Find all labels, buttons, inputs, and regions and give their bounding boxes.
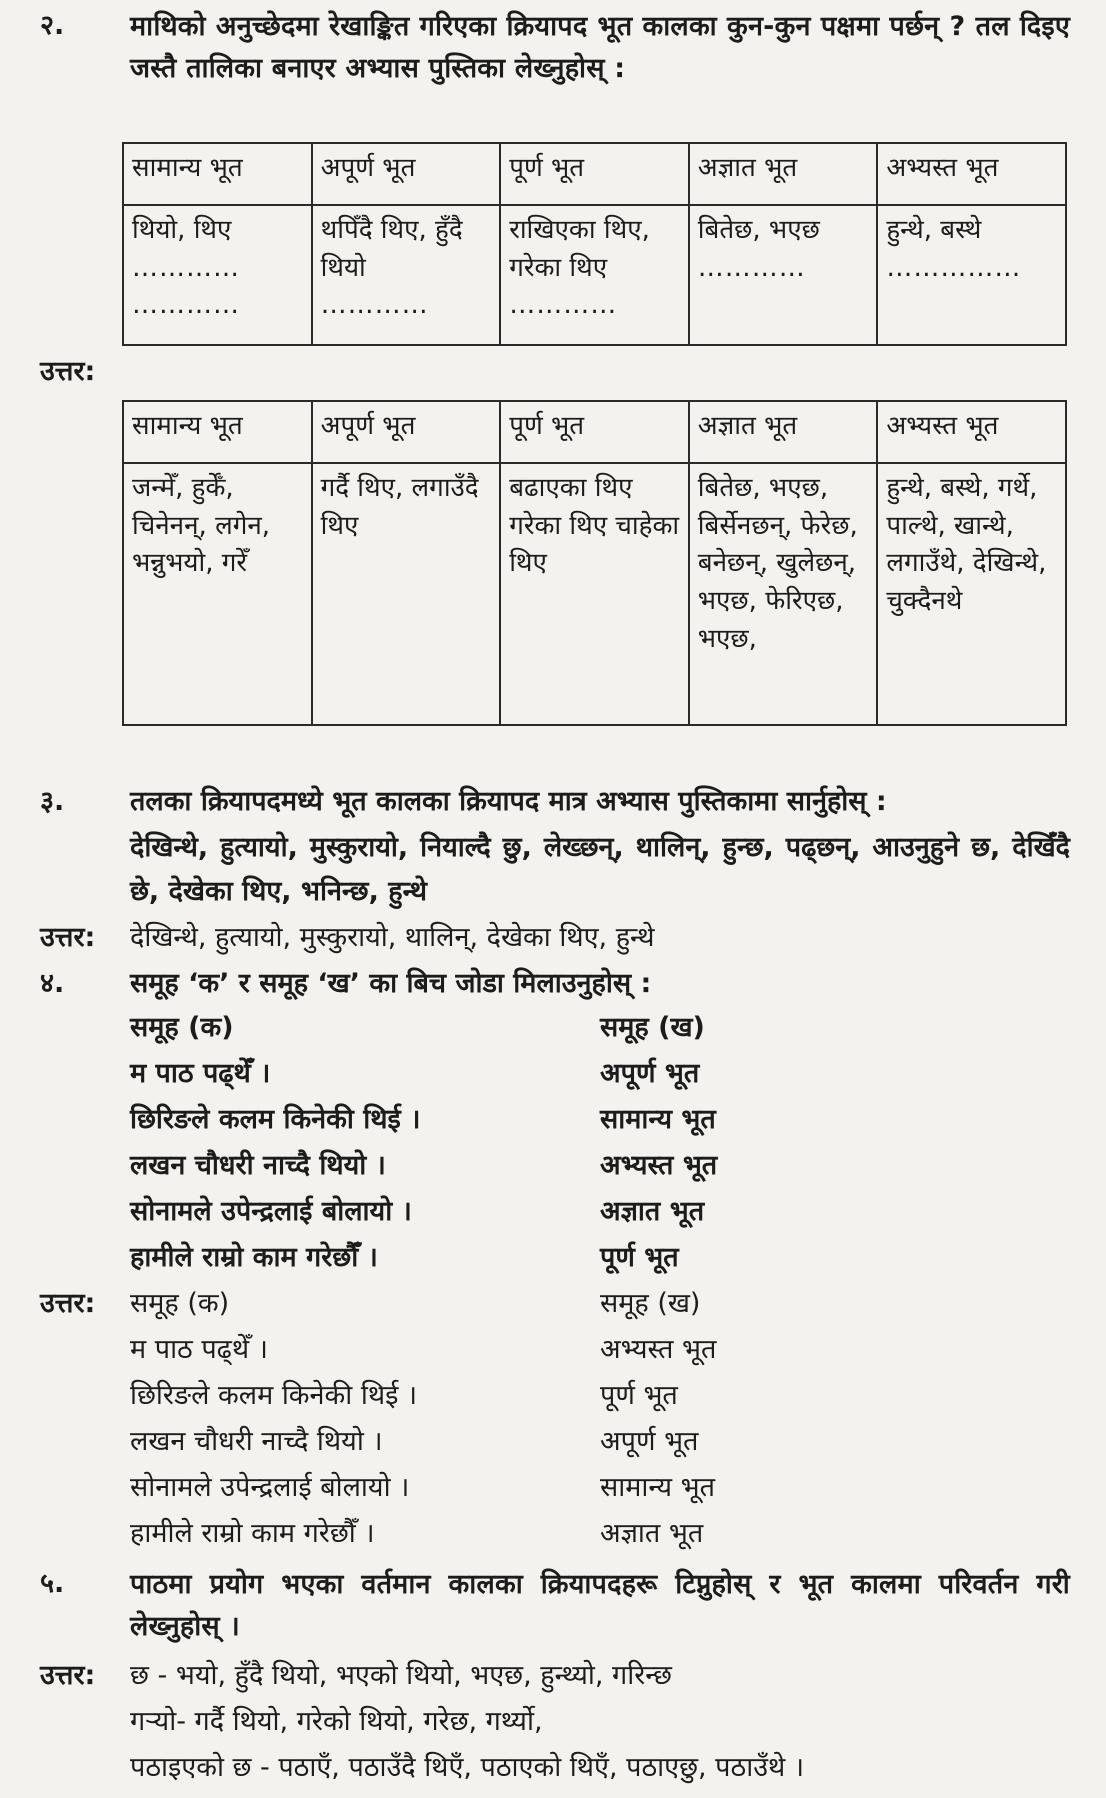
table-header-row bbox=[123, 143, 1066, 205]
table-cell: गर्दै थिए, लगाउँदै थिए bbox=[312, 463, 501, 725]
group-b-item: अज्ञात भूत bbox=[600, 1518, 704, 1549]
table-cell: हुन्थे, बस्थे, गर्थे, पाल्थे, खान्थे, लगाउँथे, देखिन्थे, चुक्दैनथे bbox=[877, 463, 1066, 725]
table-cell: बितेछ, भएछ, बिर्सेनछन्, फेरेछ, बनेछन्, खुलेछन्, भएछ, फेरिएछ, भएछ, bbox=[689, 463, 878, 725]
header-cell: अभ्यस्त भूत bbox=[877, 143, 1066, 205]
group-a-item: छिरिङले कलम किनेकी थिई । bbox=[130, 1104, 421, 1135]
answer-pair bbox=[130, 1422, 1030, 1468]
answer-pair bbox=[130, 1468, 1030, 1514]
group-a-item: सोनामले उपेन्द्रलाई बोलायो । bbox=[130, 1196, 412, 1227]
group-b-item: अपूर्ण भूत bbox=[600, 1426, 699, 1457]
table-cell bbox=[500, 205, 689, 345]
group-a-header: समूह (क) bbox=[130, 1012, 234, 1043]
blank-dots: ………… bbox=[509, 290, 618, 321]
q3-answer: देखिन्थे, हुत्यायो, मुस्कुरायो, थालिन्, देखेका थिए, हुन्थे bbox=[130, 922, 655, 953]
group-a-item: लखन चौधरी नाच्दै थियो । bbox=[130, 1426, 383, 1457]
group-b-item: पूर्ण भूत bbox=[600, 1380, 678, 1411]
q4-number: ४. bbox=[40, 968, 65, 999]
header-cell: पूर्ण भूत bbox=[500, 401, 689, 463]
table-cell bbox=[312, 205, 501, 345]
blank-dots: …………… bbox=[886, 252, 1022, 283]
blank-dots: ………… bbox=[320, 290, 429, 321]
q5-number: ५. bbox=[40, 1568, 65, 1599]
table-row bbox=[123, 205, 1066, 345]
table-cell bbox=[123, 205, 312, 345]
q4-answer-header bbox=[130, 1284, 1030, 1330]
q2-question: माथिको अनुच्छेदमा रेखाङ्कित गरिएका क्रियापद भूत कालका कुन-कुन पक्षमा पर्छन् ? तल दिइए जस्तै तालिका बनाएर अभ्यास पुस्तिका लेख्नुहोस् : bbox=[130, 11, 1070, 84]
q2-answer-table bbox=[122, 400, 1067, 726]
table-cell bbox=[689, 205, 878, 345]
group-b-item: सामान्य भूत bbox=[600, 1104, 716, 1135]
q3-question: तलका क्रियापदमध्ये भूत कालका क्रियापद मात्र अभ्यास पुस्तिकामा सार्नुहोस् : bbox=[130, 786, 887, 817]
table-header-row bbox=[123, 401, 1066, 463]
match-pair bbox=[130, 1054, 1030, 1100]
match-pair bbox=[130, 1146, 1030, 1192]
group-a-item: लखन चौधरी नाच्दै थियो । bbox=[130, 1150, 386, 1181]
match-pair bbox=[130, 1100, 1030, 1146]
blank-dots: ………… bbox=[132, 252, 240, 283]
q3-word-list: देखिन्थे, हुत्यायो, मुस्कुरायो, नियाल्दै छु, लेख्छन्, थालिन्, हुन्छ, पढ्छन्, आउनुहुने छ, देखिँदै छे, देखेका थिए, भनिन्छ, हुन्थे bbox=[130, 832, 1070, 907]
match-pair bbox=[130, 1192, 1030, 1238]
answer-pair bbox=[130, 1514, 1030, 1560]
header-cell: अपूर्ण भूत bbox=[312, 401, 501, 463]
group-a-item: हामीले राम्रो काम गरेछौँ । bbox=[130, 1518, 375, 1549]
group-b-item: सामान्य भूत bbox=[600, 1472, 715, 1503]
q2-answer-label: उत्तर: bbox=[40, 356, 96, 387]
cell-text: हुन्थे, बस्थे bbox=[886, 215, 982, 245]
header-cell: सामान्य भूत bbox=[123, 401, 312, 463]
group-b-header: समूह (ख) bbox=[600, 1012, 705, 1043]
q4-group-header bbox=[130, 1008, 1030, 1054]
header-cell: सामान्य भूत bbox=[123, 143, 312, 205]
header-cell: पूर्ण भूत bbox=[500, 143, 689, 205]
group-b-item: अपूर्ण भूत bbox=[600, 1058, 700, 1089]
q2-number: २. bbox=[40, 10, 65, 41]
cell-text: बितेछ, भएछ bbox=[697, 215, 820, 245]
group-a-item: सोनामले उपेन्द्रलाई बोलायो । bbox=[130, 1472, 410, 1503]
q4-question: समूह ‘क’ र समूह ‘ख’ का बिच जोडा मिलाउनुहोस् : bbox=[130, 968, 652, 999]
cell-text: थपिँदै थिए, हुँदै थियो bbox=[320, 215, 463, 283]
answer-pair bbox=[130, 1330, 1030, 1376]
q5-answer-line: छ - भयो, हुँदै थियो, भएको थियो, भएछ, हुन्थ्यो, गरिन्छ bbox=[130, 1660, 672, 1691]
q5-question: पाठमा प्रयोग भएका वर्तमान कालका क्रियापदहरू टिप्नुहोस् र भूत कालमा परिवर्तन गरी लेख्नुहोस् । bbox=[130, 1569, 1070, 1642]
table-cell: बढाएका थिए गरेका थिए चाहेका थिए bbox=[500, 463, 689, 725]
q4-answer-label: उत्तर: bbox=[40, 1288, 96, 1319]
group-a-item: छिरिङले कलम किनेकी थिई । bbox=[130, 1380, 418, 1411]
group-b-item: पूर्ण भूत bbox=[600, 1242, 679, 1273]
q3-number: ३. bbox=[40, 786, 65, 817]
q3-answer-label: उत्तर: bbox=[40, 922, 96, 953]
q2-example-table bbox=[122, 142, 1067, 346]
q5-answer-label: उत्तर: bbox=[40, 1660, 96, 1691]
table-cell bbox=[877, 205, 1066, 345]
cell-text: राखिएका थिए, गरेका थिए bbox=[509, 215, 650, 283]
table-cell: जन्मेँ, हुर्केँ, चिनेनन्, लगेन, भन्नुभयो, गरेँ bbox=[123, 463, 312, 725]
blank-dots: ………… bbox=[697, 252, 806, 283]
q5-answer-line: गर्‍यो- गर्दै थियो, गरेको थियो, गरेछ, गर्थ्यो, bbox=[130, 1706, 543, 1737]
header-cell: अज्ञात भूत bbox=[689, 143, 878, 205]
q5-answer-line: पठाइएको छ - पठाएँ, पठाउँदै थिएँ, पठाएको थिएँ, पठाएछु, पठाउँथे । bbox=[130, 1752, 805, 1783]
header-cell: अज्ञात भूत bbox=[689, 401, 878, 463]
match-pair bbox=[130, 1238, 1030, 1284]
header-cell: अभ्यस्त भूत bbox=[877, 401, 1066, 463]
group-a-item: हामीले राम्रो काम गरेछौँ । bbox=[130, 1242, 378, 1273]
group-b-item: अभ्यस्त भूत bbox=[600, 1334, 717, 1365]
group-a-item: म पाठ पढ्थेँ । bbox=[130, 1334, 268, 1365]
group-b-header: समूह (ख) bbox=[600, 1288, 701, 1319]
cell-text: थियो, थिए bbox=[132, 215, 232, 245]
table-row bbox=[123, 463, 1066, 725]
group-b-item: अज्ञात भूत bbox=[600, 1196, 705, 1227]
group-a-item: म पाठ पढ्थेँ । bbox=[130, 1058, 271, 1089]
header-cell: अपूर्ण भूत bbox=[312, 143, 501, 205]
group-b-item: अभ्यस्त भूत bbox=[600, 1150, 718, 1181]
answer-pair bbox=[130, 1376, 1030, 1422]
group-a-header: समूह (क) bbox=[130, 1288, 230, 1319]
blank-dots: ………… bbox=[132, 290, 240, 321]
